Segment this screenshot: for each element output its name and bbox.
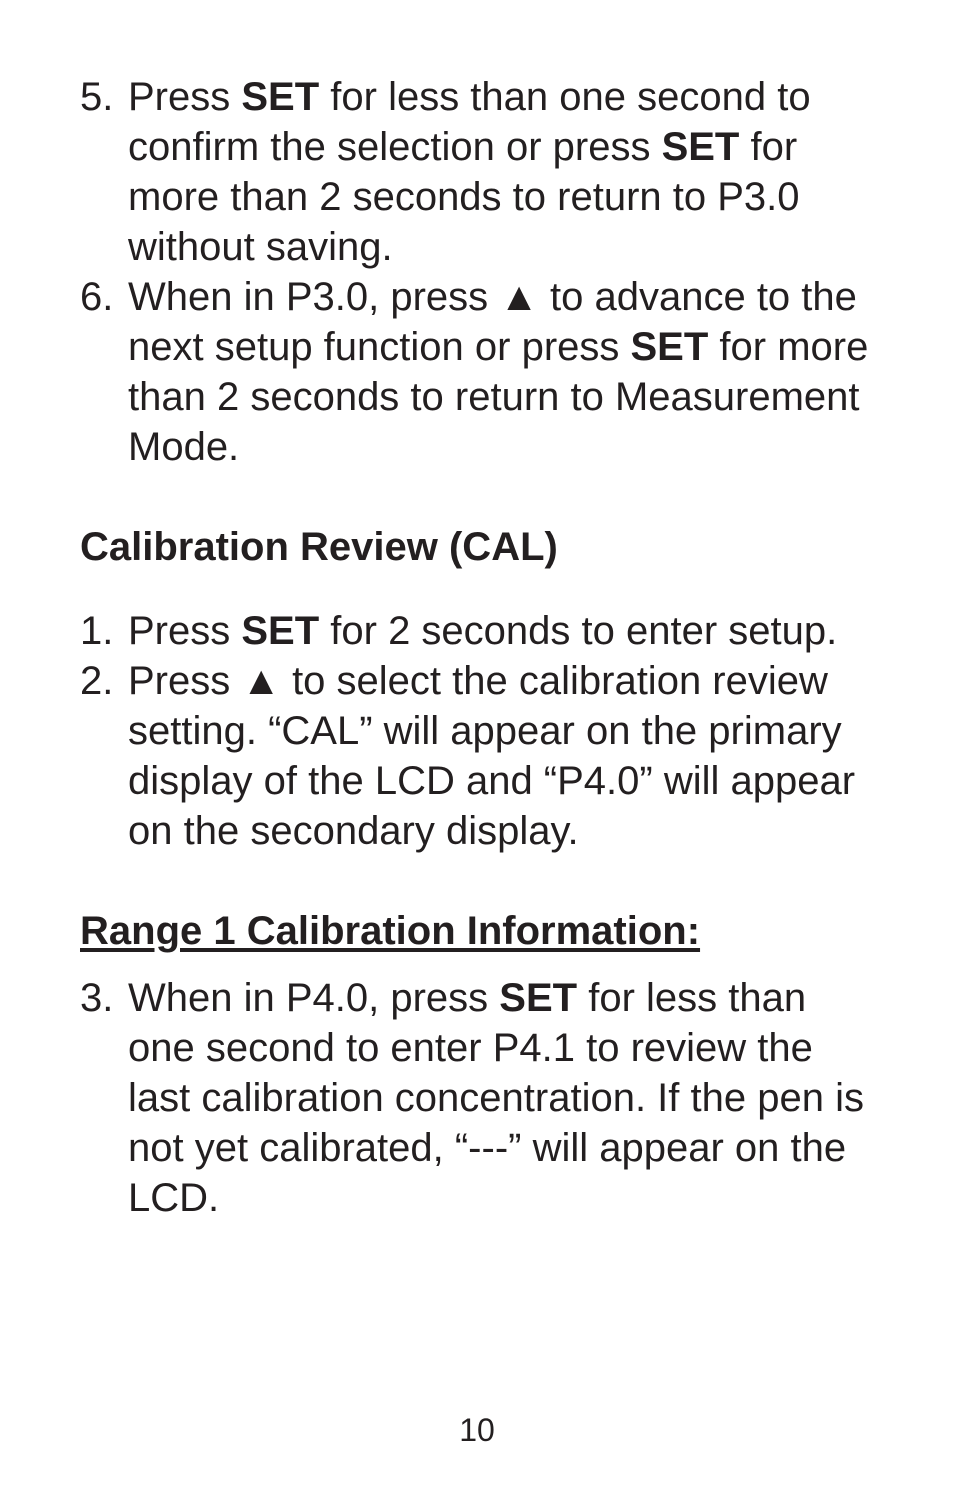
manual-page <box>80 72 880 1223</box>
step-number: 6. <box>80 275 114 319</box>
list-item-step-2 <box>80 656 880 856</box>
set-key-label: SET <box>499 976 578 1020</box>
set-key-label: SET <box>661 125 740 169</box>
set-key-label: SET <box>241 609 320 653</box>
steps-list-range-1 <box>80 973 880 1223</box>
step-text: Press ▲ to select the calibration review setting. “CAL” will appear on the primary display of the LCD and “P4.0” will appear on the secondary display. <box>128 659 856 853</box>
set-key-label: SET <box>241 75 320 119</box>
step-number: 2. <box>80 659 114 703</box>
step-number: 5. <box>80 75 114 119</box>
step-text: When in P4.0, press SET for less than one second to enter P4.1 to review the last calibration concentration. If the pen is not yet calibrated, “---” will appear on the LCD. <box>128 976 864 1220</box>
step-text: Press SET for 2 seconds to enter setup. <box>128 609 838 653</box>
step-text: When in P3.0, press ▲ to advance to the next setup function or press SET for more than 2 seconds to return to Measurement Mode. <box>128 275 869 469</box>
set-key-label: SET <box>630 325 709 369</box>
list-item-step-3 <box>80 973 880 1223</box>
list-item-step-1 <box>80 606 880 656</box>
section-heading: Calibration Review (CAL) <box>80 525 558 569</box>
list-item-step-6 <box>80 272 880 472</box>
page-number: 10 <box>459 1412 495 1448</box>
subsection-heading: Range 1 Calibration Information: <box>80 909 701 953</box>
step-text: Press SET for less than one second to confirm the selection or press SET for more than 2 seconds to return to P3.0 without saving. <box>128 75 811 269</box>
steps-list-setup <box>80 72 880 472</box>
up-arrow-icon: ▲ <box>499 275 539 319</box>
steps-list-calibration-review <box>80 606 880 856</box>
step-number: 3. <box>80 976 114 1020</box>
step-number: 1. <box>80 609 114 653</box>
list-item-step-5 <box>80 72 880 272</box>
up-arrow-icon: ▲ <box>241 659 281 703</box>
